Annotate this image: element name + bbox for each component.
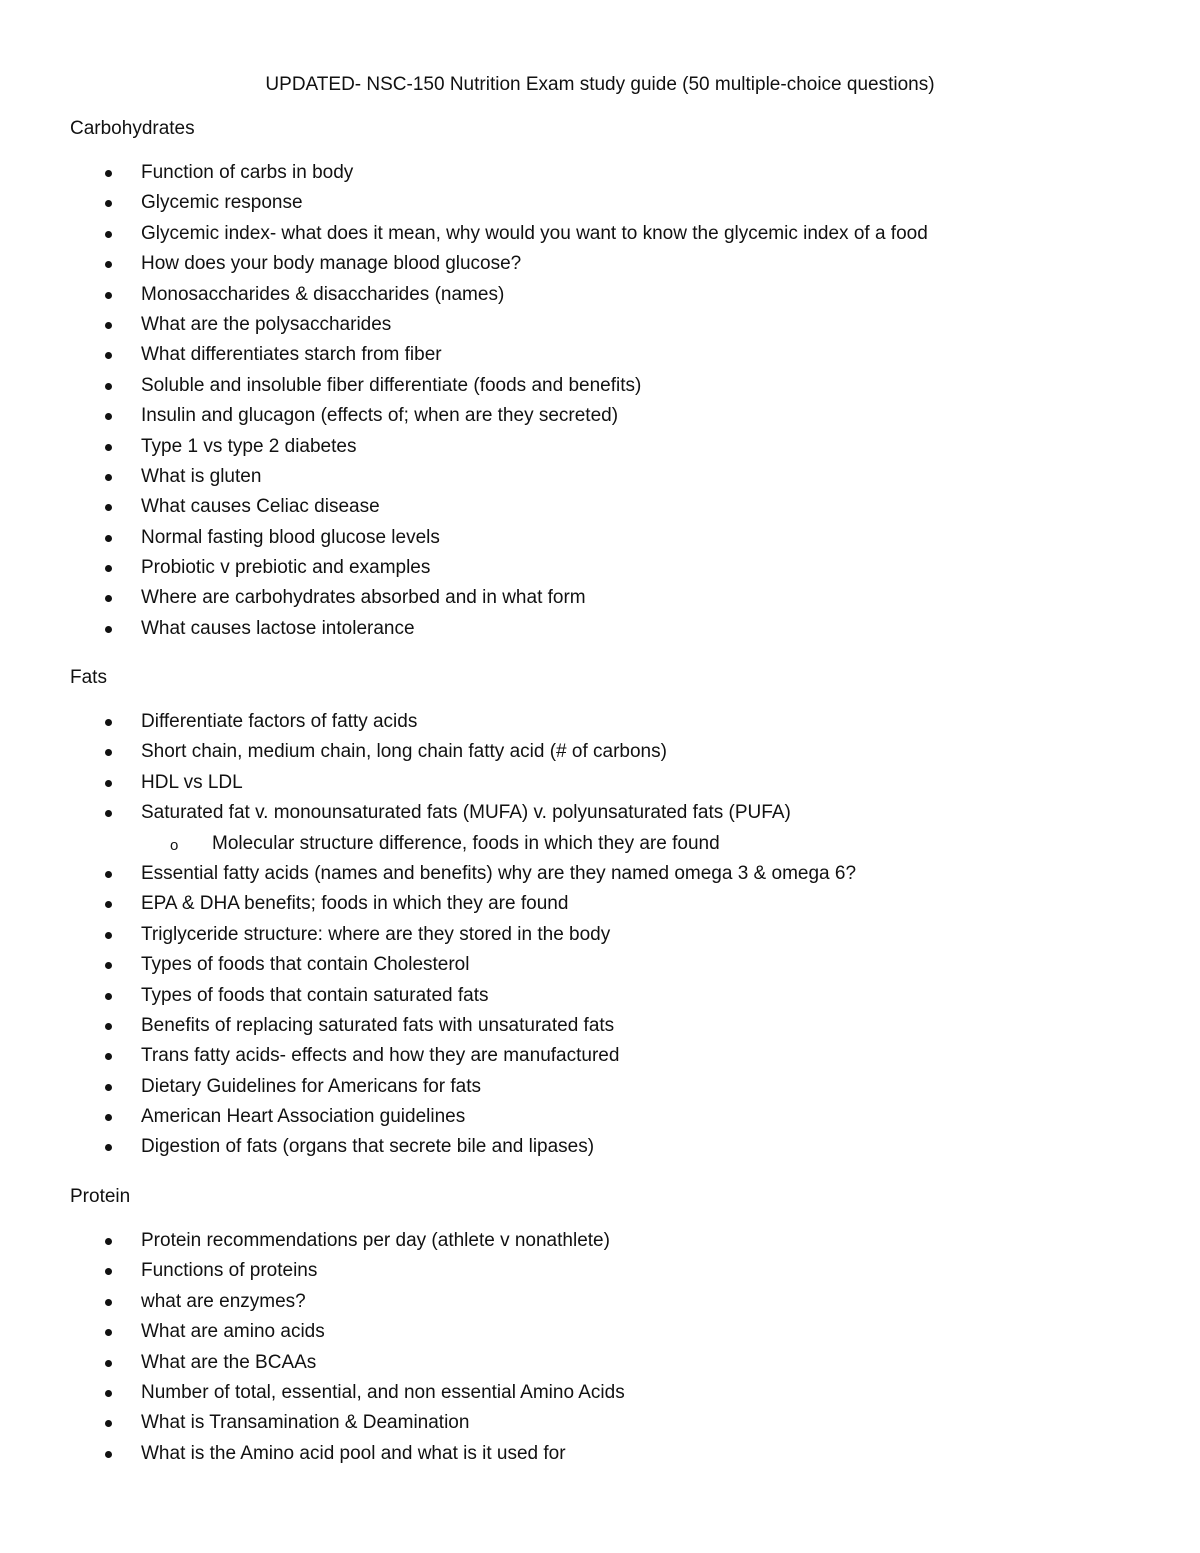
list-item [70,1411,1150,1441]
list-item [70,465,1150,495]
bullet-icon [105,535,112,542]
list-item-text: Differentiate factors of fatty acids [141,711,418,732]
list-item [70,374,1150,404]
list-item [70,953,1150,983]
list-item-text: Insulin and glucagon (effects of; when are they secreted) [141,405,619,427]
list-item [70,617,1150,647]
bullet-icon [105,565,112,572]
bullet-icon [105,1144,112,1151]
list-item-text: Functions of proteins [141,1260,318,1282]
list-item [70,984,1150,1014]
bullet-icon [105,170,112,177]
list-item-text: Soluble and insoluble fiber differentiate (foods and benefits) [141,374,642,396]
document-title: UPDATED- NSC-150 Nutrition Exam study guide (50 multiple-choice questions) [265,74,935,95]
list-item [70,313,1150,343]
list-item-text: Benefits of replacing saturated fats with unsaturated fats [141,1014,615,1036]
list-item-text: What differentiates starch from fiber [141,344,442,366]
bullet-icon [105,413,112,420]
list-item-text: Trans fatty acids- effects and how they are manufactured [141,1045,620,1067]
bullet-icon [105,444,112,451]
list-item-text: What is gluten [141,465,262,487]
list-item [70,771,1150,801]
section-carbohydrates [70,117,1150,647]
list-item [70,1135,1150,1165]
section-heading-protein: Protein [70,1186,131,1207]
list-item [70,710,1150,740]
bullet-icon [105,810,112,817]
protein-list [70,1229,1150,1472]
list-item [70,1442,1150,1472]
list-item-text: How does your body manage blood glucose? [141,253,522,275]
list-item-text: Digestion of fats (organs that secrete bile and lipases) [141,1136,595,1158]
list-item-text: Normal fasting blood glucose levels [141,526,440,548]
list-item [70,586,1150,616]
bullet-icon [105,871,112,878]
list-item-text: Where are carbohydrates absorbed and in what form [141,587,586,609]
bullet-icon [105,1238,112,1245]
bullet-icon [105,719,112,726]
list-item-text: Type 1 vs type 2 diabetes [141,435,357,457]
list-item [70,404,1150,434]
list-item-text: Dietary Guidelines for Americans for fats [141,1075,482,1097]
list-item [70,1351,1150,1381]
bullet-icon [105,1023,112,1030]
bullet-icon [105,504,112,511]
list-item-text: Function of carbs in body [141,162,354,183]
sub-list-item [70,832,1150,862]
bullet-icon [105,292,112,299]
list-item [70,1075,1150,1105]
list-item-text: Glycemic response [141,192,303,214]
list-item [70,191,1150,221]
bullet-icon [105,780,112,787]
list-item-text: Monosaccharides & disaccharides (names) [141,283,505,305]
list-item [70,1105,1150,1135]
section-heading-fats: Fats [70,667,107,688]
carbohydrates-list [70,161,1150,647]
bullet-icon [105,1268,112,1275]
list-item-text: What is Transamination & Deamination [141,1412,470,1434]
bullet-icon [105,1451,112,1458]
bullet-icon [105,993,112,1000]
list-item [70,1259,1150,1289]
list-item [70,495,1150,525]
list-item-text: Types of foods that contain saturated fats [141,984,489,1006]
bullet-icon [105,231,112,238]
list-item-text: Number of total, essential, and non essential Amino Acids [141,1381,625,1403]
bullet-icon [105,626,112,633]
list-item [70,1290,1150,1320]
section-heading-carbohydrates: Carbohydrates [70,118,195,139]
list-item-text: Types of foods that contain Cholesterol [141,954,470,976]
bullet-icon [105,962,112,969]
list-item [70,1320,1150,1350]
list-item-text: Glycemic index- what does it mean, why would you want to know the glycemic index of a food [141,222,928,244]
list-item-text: What is the Amino acid pool and what is it used for [141,1442,566,1464]
list-item-text: What causes Celiac disease [141,496,380,518]
list-item [70,252,1150,282]
bullet-icon [105,322,112,329]
section-fats [70,666,1150,1166]
list-item [70,526,1150,556]
bullet-icon [105,1084,112,1091]
list-item-text: Protein recommendations per day (athlete v nonathlete) [141,1230,610,1251]
sub-bullet-icon: o [170,836,179,854]
list-item [70,862,1150,892]
list-item-text: Short chain, medium chain, long chain fatty acid (# of carbons) [141,741,667,763]
list-item [70,1014,1150,1044]
bullet-icon [105,932,112,939]
bullet-icon [105,1053,112,1060]
list-item-text: What are amino acids [141,1321,325,1343]
list-item-text: American Heart Association guidelines [141,1106,466,1128]
bullet-icon [105,1329,112,1336]
list-item-text: Saturated fat v. monounsaturated fats (MUFA) v. polyunsaturated fats (PUFA) [141,802,791,824]
list-item-text: What are the polysaccharides [141,313,392,335]
list-item [70,740,1150,770]
list-item-text: Probiotic v prebiotic and examples [141,557,431,579]
list-item-text: what are enzymes? [141,1290,306,1312]
bullet-icon [105,1420,112,1427]
list-item [70,923,1150,953]
list-item [70,161,1150,191]
bullet-icon [105,1390,112,1397]
sub-list-item-text: Molecular structure difference, foods in which they are found [212,832,720,854]
list-item-text: EPA & DHA benefits; foods in which they are found [141,893,569,915]
bullet-icon [105,352,112,359]
bullet-icon [105,383,112,390]
bullet-icon [105,474,112,481]
list-item [70,801,1150,831]
list-item [70,343,1150,373]
list-item-text: Triglyceride structure: where are they stored in the body [141,923,611,945]
list-item-text: What are the BCAAs [141,1351,317,1373]
list-item [70,435,1150,465]
list-item [70,222,1150,252]
bullet-icon [105,1114,112,1121]
list-item [70,283,1150,313]
list-item [70,892,1150,922]
list-item [70,556,1150,586]
bullet-icon [105,200,112,207]
list-item [70,1044,1150,1074]
fats-list [70,710,1150,1166]
bullet-icon [105,1360,112,1367]
list-item [70,1381,1150,1411]
list-item-text: HDL vs LDL [141,771,243,793]
list-item-text: Essential fatty acids (names and benefits) why are they named omega 3 & omega 6? [141,862,857,884]
bullet-icon [105,261,112,268]
bullet-icon [105,1299,112,1306]
list-item-text: What causes lactose intolerance [141,617,415,639]
list-item [70,1229,1150,1259]
bullet-icon [105,595,112,602]
section-protein [70,1185,1150,1472]
bullet-icon [105,749,112,756]
bullet-icon [105,901,112,908]
